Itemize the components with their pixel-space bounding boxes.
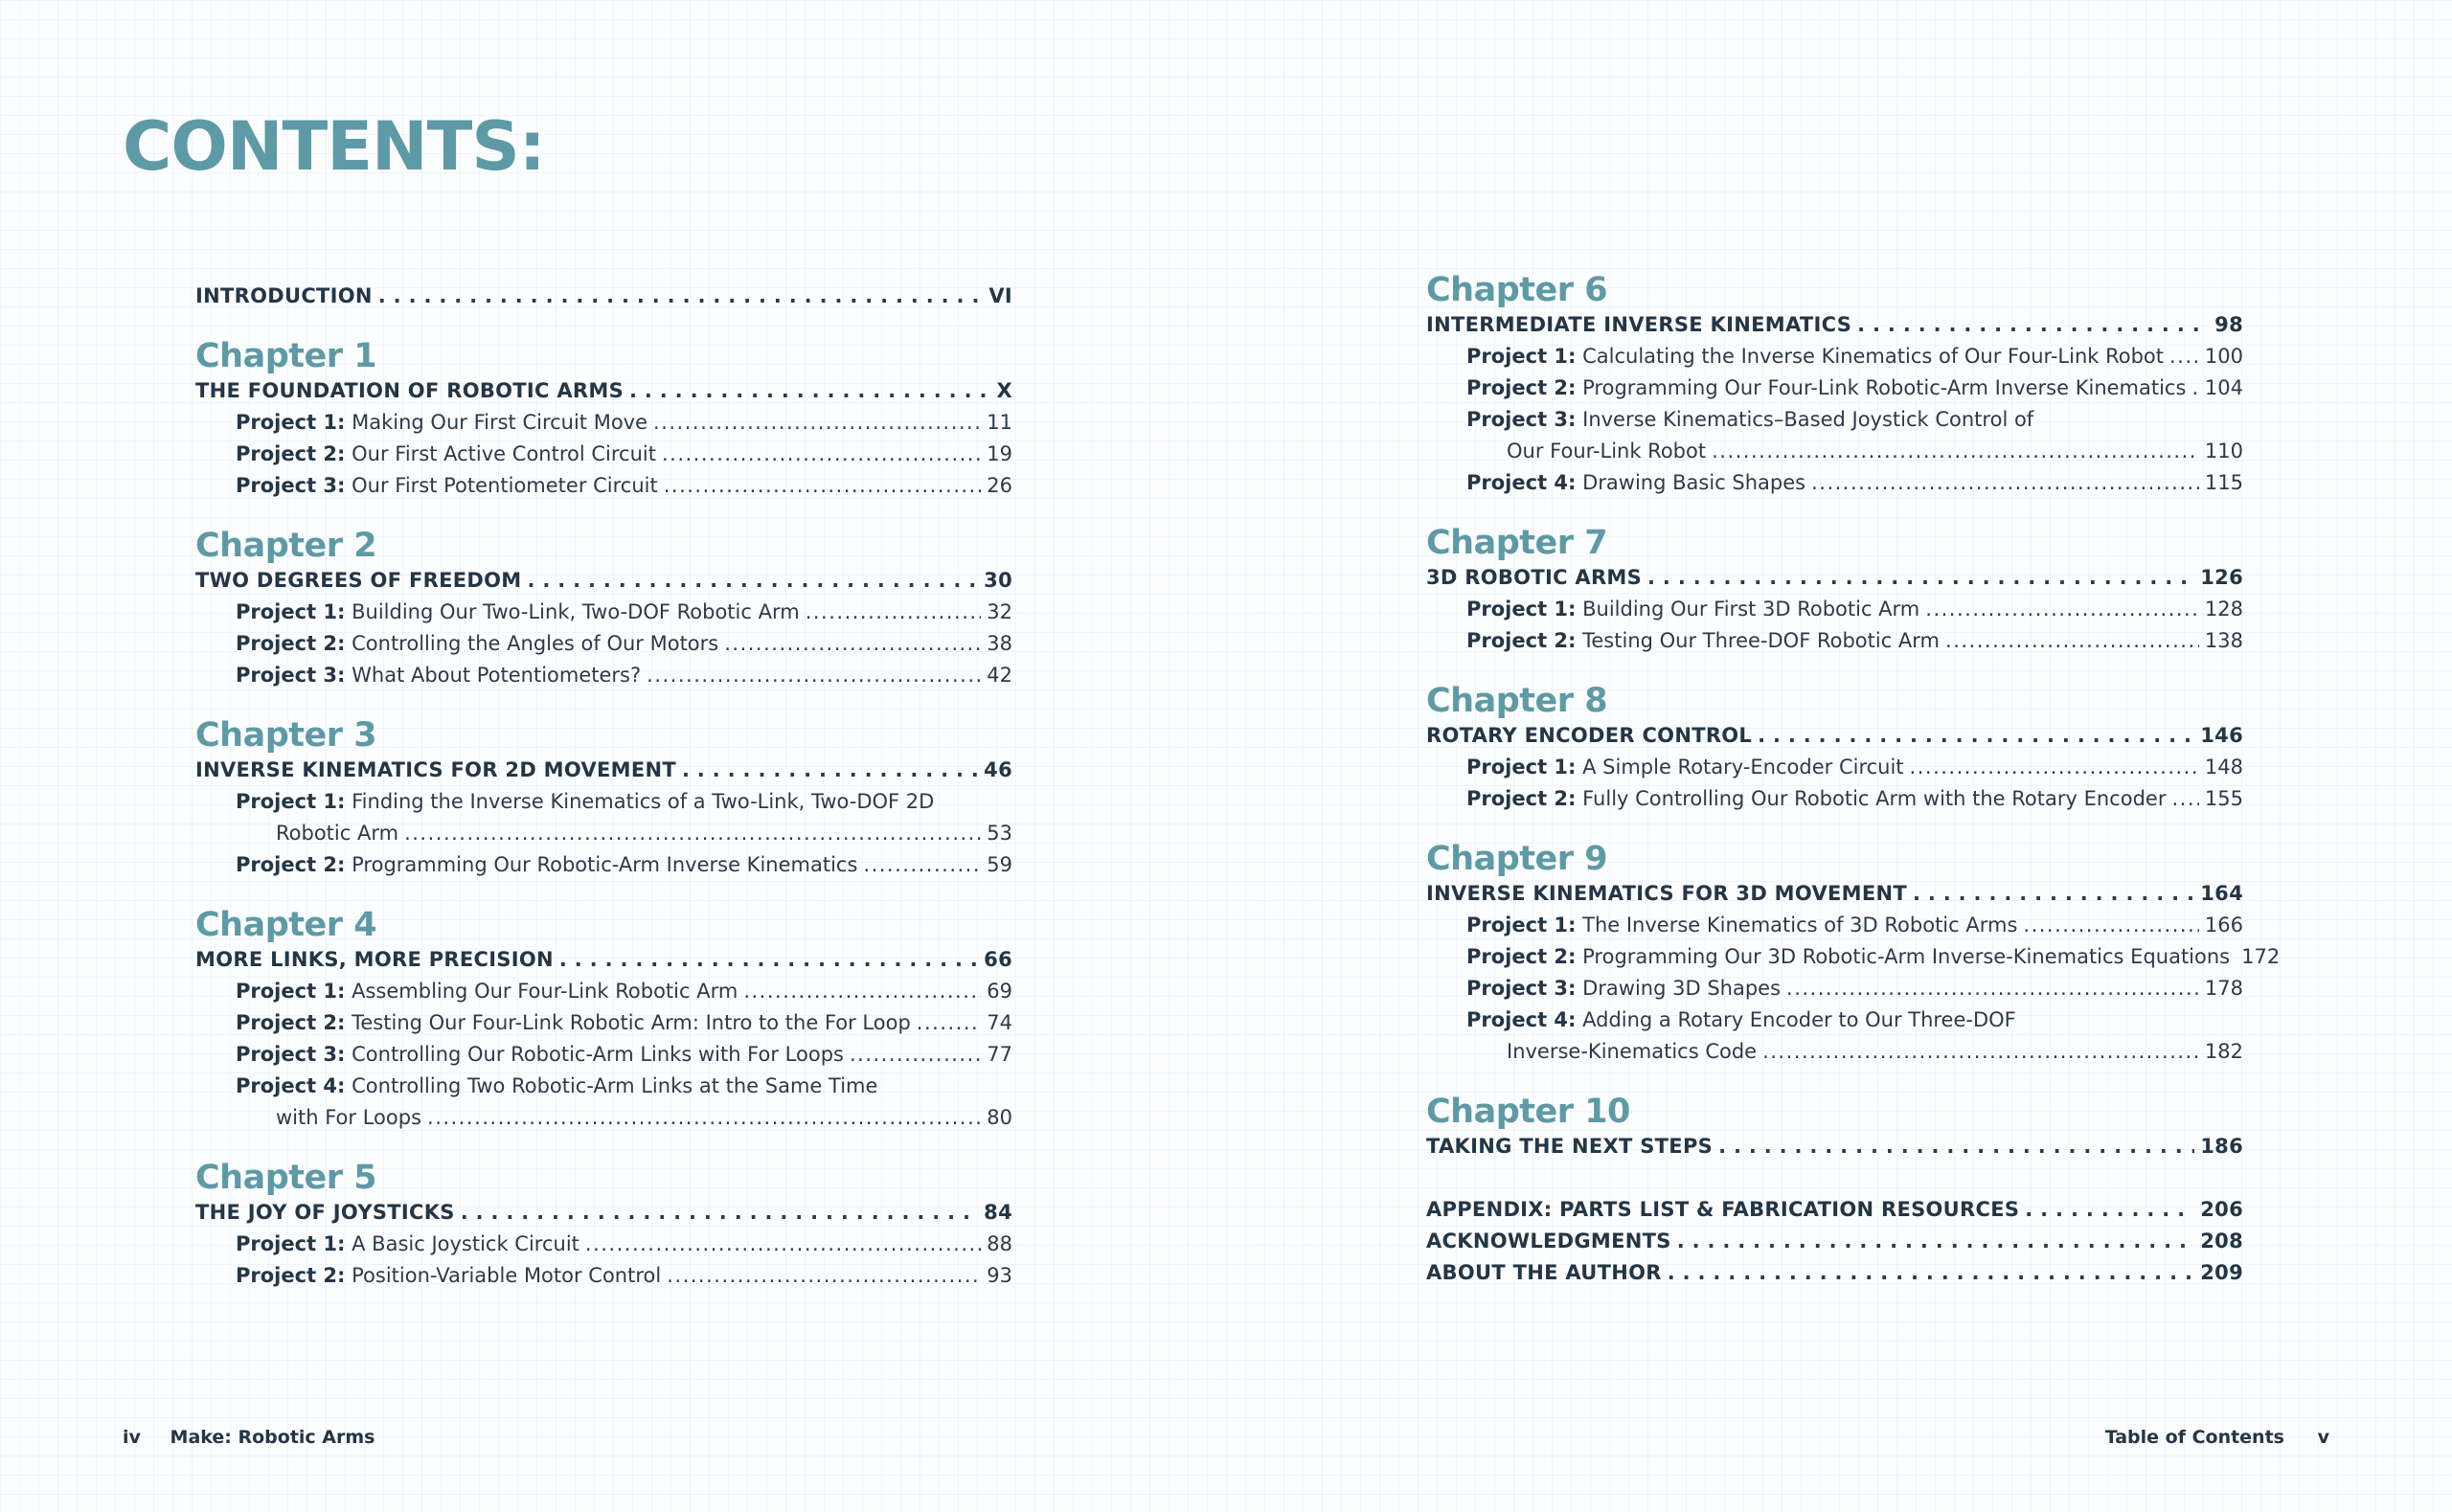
toc-project[interactable]: Project 1: The Inverse Kinematics of 3D Robotic Arms ..... 166 [1426, 910, 2243, 941]
chapter-6-heading: Chapter 6 [1426, 271, 1608, 309]
toc-about-author[interactable]: ABOUT THE AUTHOR . . . 209 [1426, 1257, 2243, 1289]
section-title: Table of Contents [2104, 1427, 2284, 1448]
toc-project[interactable]: Project 1: Calculating the Inverse Kinematics of Our Four-Link Robot ..... 100 [1426, 341, 2243, 372]
toc-project[interactable]: Project 1: Assembling Our Four-Link Robotic Arm ..... 69 [195, 976, 1012, 1007]
toc-chapter-title[interactable]: MORE LINKS, MORE PRECISION . . . 66 [195, 944, 1012, 976]
toc-chapter-title[interactable]: THE JOY OF JOYSTICKS . . . 84 [195, 1197, 1012, 1229]
toc-left-column [195, 281, 1012, 1292]
toc-chapter-title[interactable]: TAKING THE NEXT STEPS . . . 186 [1426, 1131, 2243, 1162]
toc-appendix[interactable]: APPENDIX: PARTS LIST & FABRICATION RESOURCES . . . 206 [1426, 1194, 2243, 1226]
toc-project[interactable]: Project 4: Controlling Two Robotic-Arm Links at the Same Time [236, 1074, 878, 1097]
toc-project[interactable]: Project 2: Testing Our Four-Link Robotic Arm: Intro to the For Loop ..... 74 [195, 1007, 1012, 1039]
toc-acknowledgments[interactable]: ACKNOWLEDGMENTS . . . 208 [1426, 1226, 2243, 1257]
footer-left [123, 1427, 375, 1448]
toc-chapter-title[interactable]: 3D ROBOTIC ARMS . . . 126 [1426, 562, 2243, 594]
chapter-3-heading: Chapter 3 [195, 716, 377, 755]
chapter-2-heading: Chapter 2 [195, 527, 377, 565]
toc-project[interactable]: Project 1: Finding the Inverse Kinematics of a Two-Link, Two-DOF 2D [236, 790, 935, 813]
chapter-7-heading: Chapter 7 [1426, 524, 1608, 562]
toc-project[interactable]: Project 1: Making Our First Circuit Move ..... 11 [195, 407, 1012, 439]
toc-project[interactable]: Project 3: Our First Potentiometer Circuit ..... 26 [195, 470, 1012, 502]
chapter-9-heading: Chapter 9 [1426, 840, 1608, 878]
page-number-left: iv [123, 1427, 141, 1448]
chapter-4-heading: Chapter 4 [195, 906, 377, 944]
toc-project-continued[interactable]: Our Four-Link Robot ..... 110 [1426, 436, 2243, 467]
toc-project[interactable]: Project 1: Building Our First 3D Robotic Arm ..... 128 [1426, 594, 2243, 625]
toc-project[interactable]: Project 2: Programming Our Robotic-Arm Inverse Kinematics ..... 59 [195, 849, 1012, 881]
page-title: CONTENTS: [123, 107, 545, 186]
toc-chapter-title[interactable]: THE FOUNDATION OF ROBOTIC ARMS . . . X [195, 375, 1012, 407]
toc-project-continued[interactable]: with For Loops ..... 80 [195, 1102, 1012, 1134]
toc-project[interactable]: Project 1: A Simple Rotary-Encoder Circuit ..... 148 [1426, 752, 2243, 783]
toc-project[interactable]: Project 3: Controlling Our Robotic-Arm Links with For Loops ..... 77 [195, 1039, 1012, 1071]
chapter-5-heading: Chapter 5 [195, 1159, 377, 1197]
toc-project[interactable]: Project 4: Adding a Rotary Encoder to Our Three-DOF [1466, 1008, 2016, 1031]
toc-chapter-title[interactable]: TWO DEGREES OF FREEDOM . . . 30 [195, 565, 1012, 597]
toc-chapter-title[interactable]: ROTARY ENCODER CONTROL . . . 146 [1426, 720, 2243, 752]
toc-project[interactable]: Project 3: Inverse Kinematics–Based Joystick Control of [1466, 408, 2034, 431]
footer-right [2105, 1427, 2329, 1448]
toc-chapter-title[interactable]: INVERSE KINEMATICS FOR 2D MOVEMENT . . . 46 [195, 755, 1012, 786]
toc-chapter-title[interactable]: INVERSE KINEMATICS FOR 3D MOVEMENT . . . 164 [1426, 878, 2243, 910]
toc-project-continued[interactable]: Inverse-Kinematics Code ..... 182 [1426, 1036, 2243, 1068]
toc-project[interactable]: Project 4: Drawing Basic Shapes ..... 115 [1426, 467, 2243, 499]
book-title: Make: Robotic Arms [170, 1427, 375, 1448]
chapter-8-heading: Chapter 8 [1426, 682, 1608, 720]
toc-project[interactable]: Project 2: Testing Our Three-DOF Robotic Arm ..... 138 [1426, 625, 2243, 657]
toc-project-continued[interactable]: Robotic Arm ..... 53 [195, 818, 1012, 849]
toc-project[interactable]: Project 2: Position-Variable Motor Control ..... 93 [195, 1260, 1012, 1292]
toc-project[interactable]: Project 2: Fully Controlling Our Robotic Arm with the Rotary Encoder ..... 155 [1426, 783, 2243, 815]
toc-chapter-title[interactable]: INTERMEDIATE INVERSE KINEMATICS . . . 98 [1426, 309, 2243, 341]
chapter-1-heading: Chapter 1 [195, 337, 377, 375]
page-number-right: v [2317, 1427, 2329, 1448]
chapter-10-heading: Chapter 10 [1426, 1093, 1630, 1131]
toc-project[interactable]: Project 3: What About Potentiometers? ..... 42 [195, 660, 1012, 691]
toc-project[interactable]: Project 2: Programming Our 3D Robotic-Arm Inverse-Kinematics Equations 172 [1466, 945, 2281, 968]
toc-project[interactable]: Project 2: Our First Active Control Circuit ..... 19 [195, 439, 1012, 470]
toc-project[interactable]: Project 3: Drawing 3D Shapes ..... 178 [1426, 973, 2243, 1004]
toc-right-column [1426, 271, 2281, 1289]
toc-project[interactable]: Project 2: Programming Our Four-Link Robotic-Arm Inverse Kinematics ..... 104 [1426, 372, 2243, 404]
toc-project[interactable]: Project 1: A Basic Joystick Circuit ..... 88 [195, 1229, 1012, 1260]
toc-project[interactable]: Project 1: Building Our Two-Link, Two-DOF Robotic Arm ..... 32 [195, 597, 1012, 628]
toc-project[interactable]: Project 2: Controlling the Angles of Our Motors ..... 38 [195, 628, 1012, 660]
toc-introduction[interactable]: INTRODUCTION . . . VI [195, 281, 1012, 312]
